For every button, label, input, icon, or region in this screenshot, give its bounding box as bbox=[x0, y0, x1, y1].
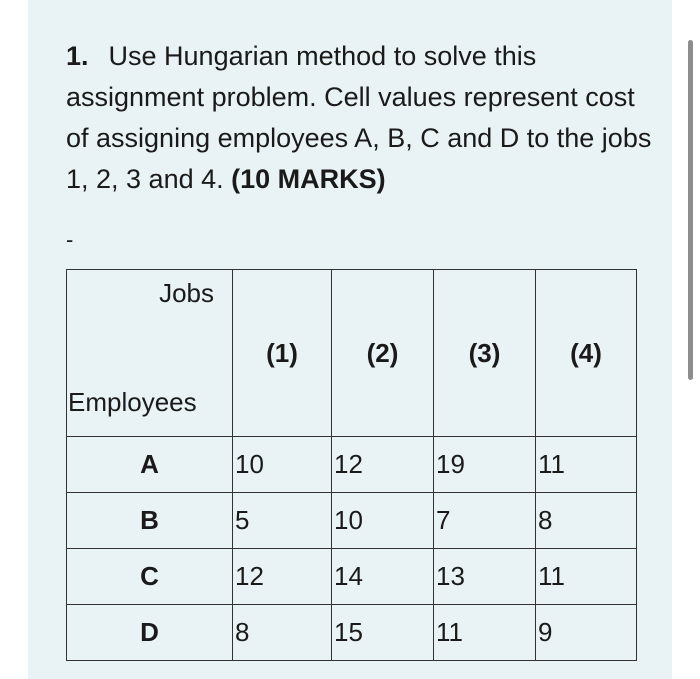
table-cell: 14 bbox=[332, 549, 434, 605]
table-header-row bbox=[67, 270, 637, 437]
table-row bbox=[67, 493, 637, 549]
table-cell: 11 bbox=[536, 437, 637, 493]
question-number: 1. bbox=[66, 41, 89, 71]
table-cell: 12 bbox=[233, 549, 332, 605]
column-header-4: (4) bbox=[536, 270, 637, 437]
table-cell: 13 bbox=[434, 549, 536, 605]
table-cell: 11 bbox=[536, 549, 637, 605]
table-cell: 11 bbox=[434, 605, 536, 661]
column-header-1: (1) bbox=[233, 270, 332, 437]
table-cell: 8 bbox=[536, 493, 637, 549]
table-cell: 15 bbox=[332, 605, 434, 661]
corner-cell bbox=[67, 270, 233, 437]
row-label-c: C bbox=[67, 549, 233, 605]
table-cell: 9 bbox=[536, 605, 637, 661]
table-cell: 5 bbox=[233, 493, 332, 549]
table-cell: 12 bbox=[332, 437, 434, 493]
table-cell: 8 bbox=[233, 605, 332, 661]
column-header-2: (2) bbox=[332, 270, 434, 437]
table-row bbox=[67, 437, 637, 493]
table-row bbox=[67, 605, 637, 661]
separator-dash: - bbox=[66, 227, 74, 252]
corner-jobs-label: Jobs bbox=[159, 278, 214, 308]
row-label-d: D bbox=[67, 605, 233, 661]
scrollbar[interactable] bbox=[688, 40, 693, 380]
table-cell: 10 bbox=[332, 493, 434, 549]
row-label-b: B bbox=[67, 493, 233, 549]
cost-matrix-table bbox=[66, 269, 637, 661]
table-cell: 7 bbox=[434, 493, 536, 549]
question-marks: (10 MARKS) bbox=[231, 164, 386, 194]
corner-employees-label: Employees bbox=[68, 387, 197, 417]
question-body: Use Hungarian method to solve this assignment problem. Cell values represent cost of assigning employees A, B, C and D to the jobs 1, 2, 3 and 4. bbox=[66, 41, 652, 194]
table-cell: 19 bbox=[434, 437, 536, 493]
column-header-3: (3) bbox=[434, 270, 536, 437]
table-cell: 10 bbox=[233, 437, 332, 493]
question-text-block bbox=[66, 36, 656, 200]
row-label-a: A bbox=[67, 437, 233, 493]
table-row bbox=[67, 549, 637, 605]
